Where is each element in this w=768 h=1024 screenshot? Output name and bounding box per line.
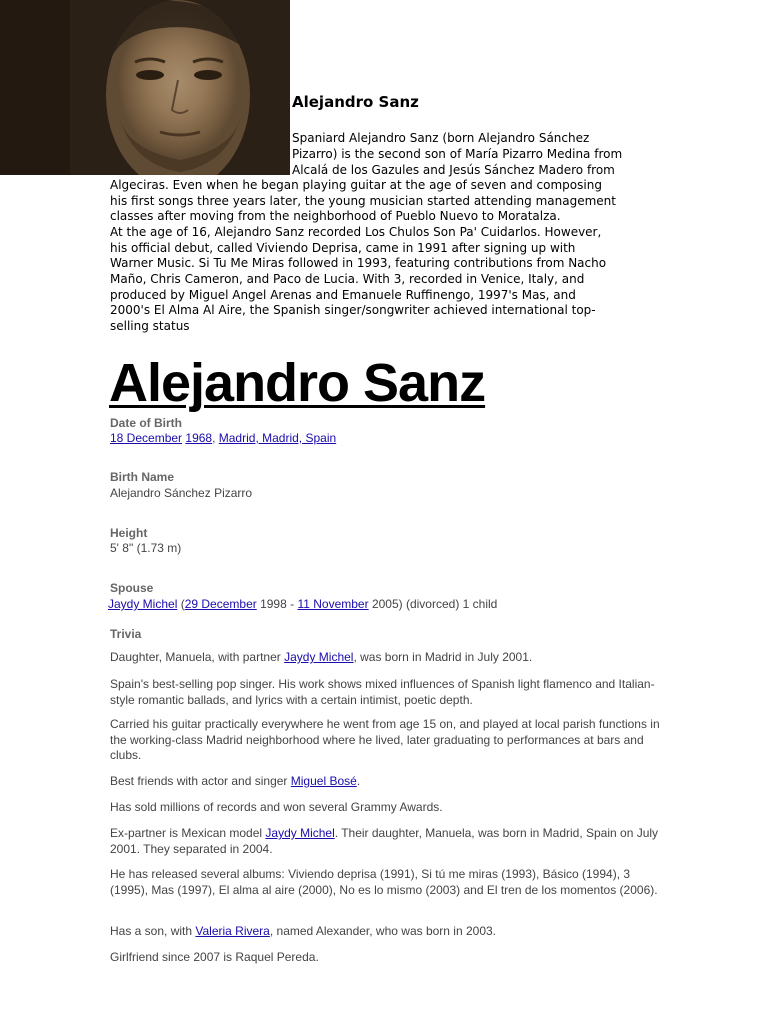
trivia-item [110, 924, 670, 940]
birthname-value: Alejandro Sánchez Pizarro [110, 486, 253, 500]
trivia-text: Best friends with actor and singer [110, 774, 291, 788]
intro-line: his first songs three years later, the young musician started attending management [110, 194, 616, 208]
spouse-label: Spouse [110, 581, 154, 595]
jaydy-michel-link[interactable]: Jaydy Michel [265, 826, 335, 840]
intro-line: Spaniard Alejandro Sanz (born Alejandro Sánchez [292, 131, 590, 145]
height-value: 5' 8" (1.73 m) [110, 541, 182, 555]
jaydy-michel-link[interactable]: Jaydy Michel [284, 650, 354, 664]
trivia-item [110, 650, 670, 666]
intro-line: At the age of 16, Alejandro Sanz recorded Los Chulos Son Pa' Cuidarlos. However, [110, 225, 602, 239]
profile-name-heading: Alejandro Sanz [109, 353, 486, 413]
spouse-to-link[interactable]: 11 November [297, 597, 369, 611]
trivia-text: Daughter, Manuela, with partner [110, 650, 285, 664]
intro-line: Maño, Chris Cameron, and Paco de Lucia. With 3, recorded in Venice, Italy, and [110, 272, 585, 286]
paren-open: ( [180, 597, 185, 611]
trivia-item [110, 774, 670, 790]
trivia-item: Has sold millions of records and won several Grammy Awards. [110, 800, 443, 814]
intro-line: Warner Music. Si Tu Me Miras followed in 1993, featuring contributions from Nacho [110, 256, 607, 270]
trivia-text: . [356, 774, 361, 788]
height-label: Height [110, 526, 148, 540]
trivia-item: Girlfriend since 2007 is Raquel Pereda. [110, 950, 319, 964]
miguel-bose-link[interactable]: Miguel Bosé [290, 774, 357, 788]
comma: , [212, 431, 219, 445]
birth-year-link[interactable]: 1968 [185, 431, 213, 445]
trivia-text: Has a son, with [110, 924, 196, 938]
spouse-from-link[interactable]: 29 December [184, 597, 257, 611]
trivia-item: He has released several albums: Viviendo deprisa (1991), Si tú me miras (1993), Básico (1994), 3 (1995), Mas (1997), El alma al aire (2000), No es lo mismo (2003) and El tren de los momentos (2006). [110, 867, 658, 897]
intro-line: Algeciras. Even when he began playing guitar at the age of seven and composing [110, 178, 602, 192]
trivia-label: Trivia [110, 627, 142, 641]
intro-line: produced by Miguel Angel Arenas and Emanuele Ruffinengo, 1997's Mas, and [110, 288, 576, 302]
intro-line: classes after moving from the neighborhood of Pueblo Nuevo to Moratalza. [110, 209, 561, 223]
trivia-text: . Their daughter, Manuela, was born in Madrid, Spain on July 2001. They separated in 2004. [110, 826, 659, 856]
intro-line: Alcalá de los Gazules and Jesús Sánchez Madero from [292, 163, 615, 177]
intro-line: 2000's El Alma Al Aire, the Spanish singer/songwriter achieved international top- [110, 303, 596, 317]
trivia-text: , was born in Madrid in July 2001. [353, 650, 533, 664]
portrait-photo [0, 0, 290, 175]
birth-value [110, 431, 336, 445]
valeria-rivera-link[interactable]: Valeria Rivera [195, 924, 270, 938]
intro-line: Pizarro) is the second son of María Pizarro Medina from [292, 147, 623, 161]
trivia-item: Spain's best-selling pop singer. His work shows mixed influences of Spanish light flamenco and Italian-style romantic ballads, and lyrics with a certain intimist, poetic depth. [110, 677, 655, 707]
birth-day-link[interactable]: 18 December [110, 431, 183, 445]
trivia-text: Ex-partner is Mexican model [110, 826, 266, 840]
birth-place-link[interactable]: Madrid, Madrid, Spain [218, 431, 337, 445]
trivia-text: , named Alexander, who was born in 2003. [269, 924, 497, 938]
spouse-from-year: 1998 - [256, 597, 298, 611]
birthname-label: Birth Name [110, 470, 175, 484]
intro-line: his official debut, called Viviendo Deprisa, came in 1991 after signing up with [110, 241, 576, 255]
spouse-to-rest: 2005) (divorced) 1 child [368, 597, 498, 611]
spouse-name-link[interactable]: Jaydy Michel [108, 597, 178, 611]
portrait-illustration [0, 0, 290, 175]
intro-line: selling status [110, 319, 190, 333]
trivia-item [110, 826, 670, 857]
birth-label: Date of Birth [110, 416, 182, 430]
trivia-item: Carried his guitar practically everywhere he went from age 15 on, and played at local parish functions in the working-class Madrid neighborhood where he lived, later graduating to performances at bars and clubs. [110, 717, 660, 762]
intro-title: Alejandro Sanz [292, 93, 419, 111]
spouse-value [108, 597, 497, 611]
